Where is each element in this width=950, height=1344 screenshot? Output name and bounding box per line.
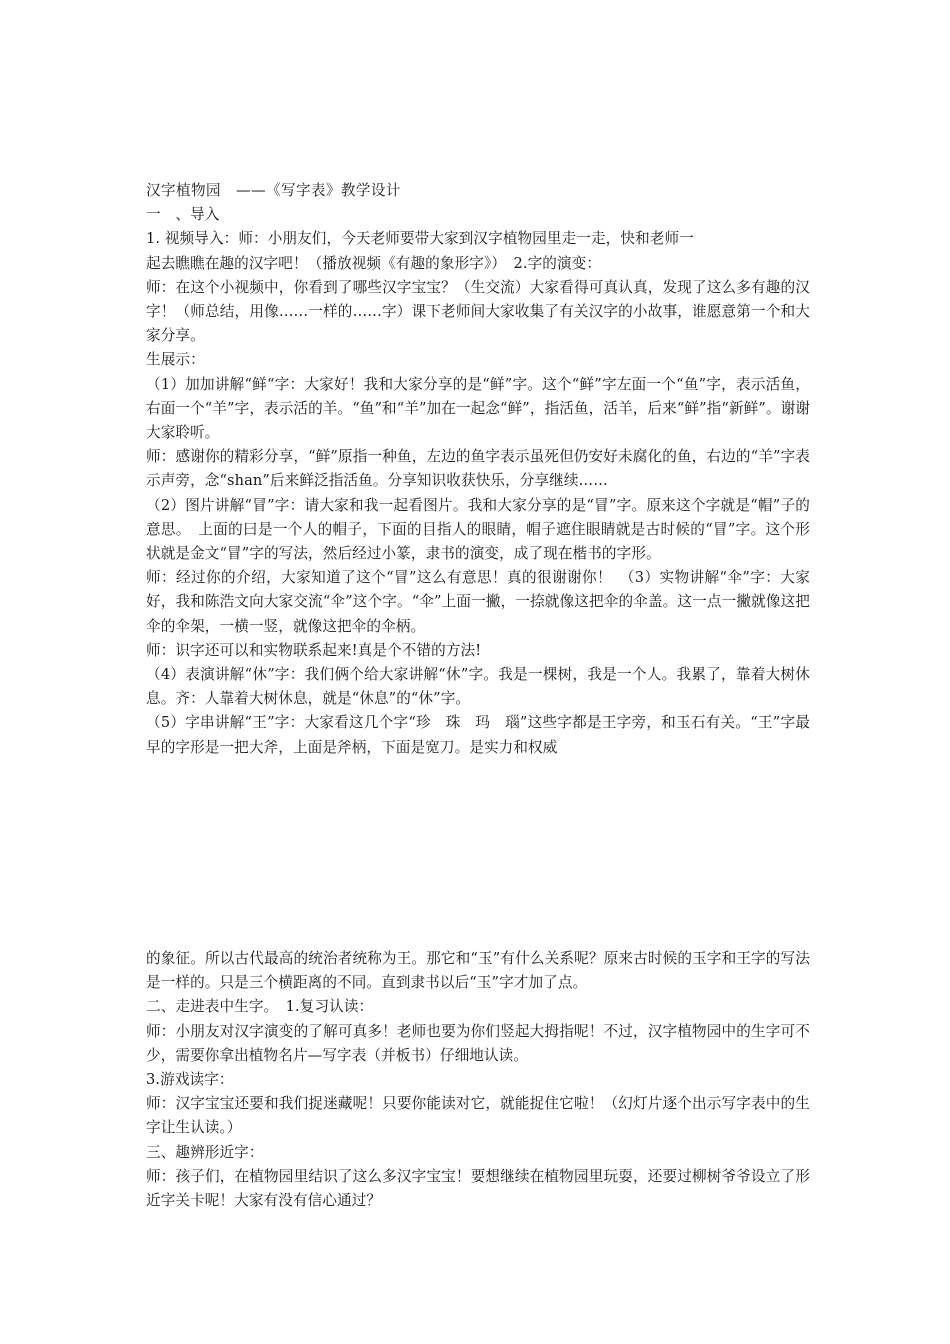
paragraph-teacher-similar: 师：孩子们，在植物园里结识了这么多汉字宝宝！要想继续在植物园里玩耍，还要过柳树爷爷设立了形近字关卡呢！大家有没有信心通过？ xyxy=(146,1167,810,1210)
document-title: 汉字植物园 ——《写字表》教学设计 xyxy=(146,182,401,199)
page-text-lower xyxy=(146,947,810,1213)
paragraph-video-intro: 1. 视频导入：师：小朋友们，今天老师要带大家到汉字植物园里走一走，快和老师一 xyxy=(146,230,694,248)
paragraph-wang-char: （5）字串讲解“王”字：大家看这几个字“珍 珠 玛 瑙”这些字都是王字旁，和玉石有关。“王”字最早的字形是一把大斧，上面是斧柄，下面是宽刀。是实力和权威 xyxy=(146,714,810,756)
paragraph-xiu-char: （4）表演讲解“休”字：我们俩个给大家讲解“休”字。我是一棵树，我是一个人。我累了，靠着大树休息。齐：人靠着大树休息，就是“休息”的“休”字。 xyxy=(146,666,810,708)
paragraph-san-char: 师：经过你的介绍，大家知道了这个“冒”这么有意思！真的很谢谢你！ （3）实物讲解“伞”字：大家好，我和陈浩文向大家交流“伞”这个字。“伞”上面一撇，一捺就像这把伞的伞盖。这一点一撇就像这把伞的伞架，一横一竖，就像这把伞的伞柄。 xyxy=(146,569,810,635)
paragraph-student-show: 生展示： xyxy=(146,351,205,369)
paragraph-mao-char: （2）图片讲解“冒”字：请大家和我一起看图片。我和大家分享的是“冒”字。原来这个字就是“帽”子的意思。 上面的曰是一个人的帽子，下面的目指人的眼睛，帽子遮住眼睛就是古时候的“冒”字。这个形状就是金文“冒”字的写法，然后经过小篆，隶书的演变，成了现在楷书的字形。 xyxy=(146,496,810,563)
paragraph-teacher-xian: 师：感谢你的精彩分享，“鲜”原指一种鱼，左边的鱼字表示虽死但仍安好未腐化的鱼，右边的“羊”字表示声旁，念“shan”后来鲜泛指活鱼。分享知识收获快乐，分享继续…… xyxy=(146,448,810,490)
paragraph-xian-char: （1）加加讲解“鲜“字：大家好！我和大家分享的是“鲜”字。这个“鲜”字左面一个“鱼”字，表示活鱼，右面一个“羊”字，表示活的羊。“鱼”和“羊”加在一起念“鲜”，指活鱼，活羊，后来“鲜”指“新鲜”。谢谢大家聆听。 xyxy=(146,375,810,442)
section-heading-similar: 三、趣辨形近字： xyxy=(146,1143,264,1161)
page-text-upper xyxy=(146,179,810,760)
paragraph-video-intro-cont: 起去瞧瞧在趣的汉字吧！（播放视频《有趣的象形字》） 2.字的演变： xyxy=(146,254,602,272)
section-heading-intro: 一 、导入 xyxy=(146,206,220,224)
paragraph-teacher-review: 师：小朋友对汉字演变的了解可真多！老师也要为你们竖起大拇指呢！不过，汉字植物园中的生字可不少，需要你拿出植物名片—写字表（并板书）仔细地认读。 xyxy=(146,1022,810,1064)
section-heading-review: 二、走进表中生字。 1.复习认读： xyxy=(146,998,374,1016)
paragraph-teacher-game: 师：汉字宝宝还要和我们捉迷藏呢！只要你能读对它，就能捉住它啦！（幻灯片逐个出示写字表中的生字让生认读。） xyxy=(146,1095,810,1137)
paragraph-teacher-summary: 师：在这个小视频中，你看到了哪些汉字宝宝？（生交流）大家看得可真认真，发现了这么多有趣的汉字！（师总结，用像……一样的……字）课下老师间大家收集了有关汉字的小故事，谁愿意第一个和大家分享。 xyxy=(146,278,810,345)
paragraph-teacher-object: 师：识字还可以和实物联系起来!真是个不错的方法! xyxy=(146,641,482,659)
paragraph-wang-char-cont: 的象征。所以古代最高的统治者统称为王。那它和“玉”有什么关系呢？原来古时候的玉字和王字的写法是一样的。只是三个横距离的不同。直到隶书以后“玉”字才加了点。 xyxy=(146,950,810,992)
paragraph-game-heading: 3.游戏读字： xyxy=(146,1071,234,1089)
